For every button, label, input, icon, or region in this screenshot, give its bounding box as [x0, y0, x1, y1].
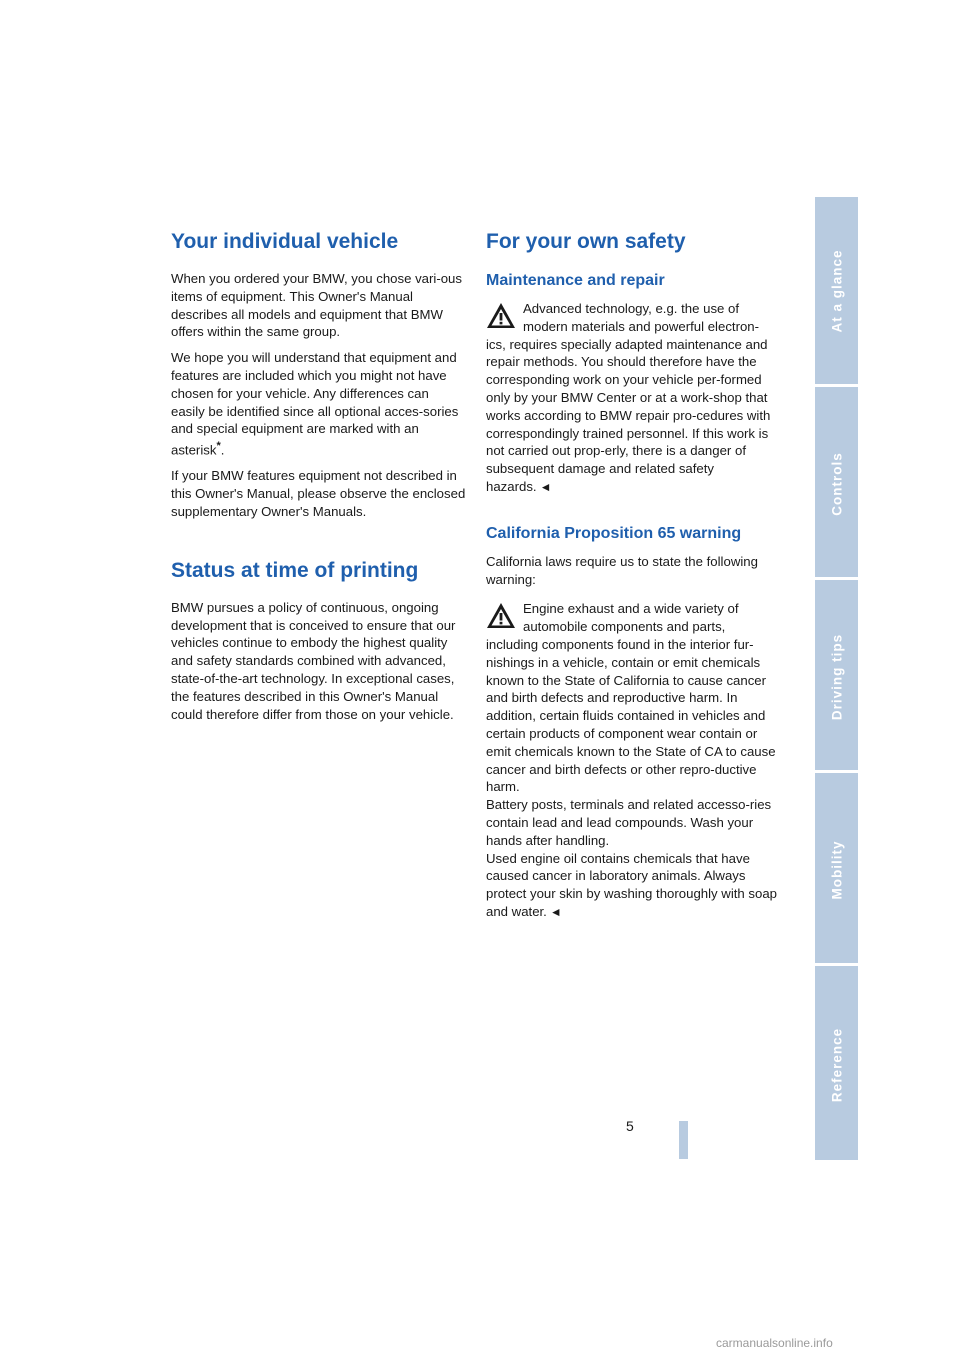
end-mark-icon: ◄: [549, 904, 562, 919]
section-title-individual-vehicle: Your individual vehicle: [171, 230, 399, 253]
warning-block-california: [486, 600, 780, 921]
paragraph: When you ordered your BMW, you chose vari-ous items of equipment. This Owner's Manual describes all models and equipment that BMW offers within the same group.: [171, 271, 462, 340]
end-mark-icon: ◄: [539, 479, 552, 494]
watermark[interactable]: carmanualsonline.info: [716, 1336, 833, 1350]
warning-icon: [486, 602, 516, 629]
warning-block-maintenance: [486, 300, 780, 497]
paragraph: California laws require us to state the following warning:: [486, 553, 758, 587]
page-number-bar: [679, 1121, 688, 1159]
tab-at-a-glance[interactable]: [815, 197, 858, 387]
tab-label: Mobility: [829, 840, 844, 899]
warning-text-first: Engine exhaust and a wide variety of automobile components and parts,: [523, 601, 739, 635]
subsection-title-california: California Proposition 65 warning: [486, 524, 742, 542]
left-column: [171, 228, 466, 731]
tab-mobility[interactable]: [815, 776, 858, 966]
section-title-safety: For your own safety: [486, 230, 686, 253]
tab-reference[interactable]: [815, 969, 858, 1160]
right-column: [486, 228, 780, 930]
warning-text-first: Advanced technology, e.g. the use of modern materials and powerful electron-: [523, 301, 760, 334]
tab-label: Reference: [829, 1027, 844, 1102]
paragraph: We hope you will understand that equipment and features are included which you might not have chosen for your vehicle. Any differences can easily be identified since all optional acces-sories and special equipment are marked with an asterisk*.: [171, 350, 459, 458]
warning-text: ics, requires specially adapted maintenance and repair methods. You should therefore have the corresponding work on your vehicle per-formed only by your BMW Center or at a work-shop that works according to BMW repair pro-cedures with correspondingly trained personnel. If this work is not carried out prop-erly, there is a danger of subsequent damage and related safety hazards. ◄: [486, 336, 771, 494]
tab-label: Controls: [829, 451, 844, 516]
warning-text: Battery posts, terminals and related accesso-ries contain lead and lead compounds. Wash your hands after handling.: [486, 797, 772, 848]
tab-driving-tips[interactable]: [815, 583, 858, 773]
chapter-tab-bar: [815, 197, 858, 1160]
paragraph: If your BMW features equipment not described in this Owner's Manual, please observe the enclosed supplementary Owner's Manuals.: [171, 468, 466, 519]
tab-controls[interactable]: [815, 390, 858, 580]
tab-label: At a glance: [829, 248, 844, 333]
subsection-title-maintenance: Maintenance and repair: [486, 272, 665, 289]
page-number: 5: [626, 1118, 634, 1134]
asterisk-icon: *: [216, 440, 221, 453]
paragraph: BMW pursues a policy of continuous, ongoing development that is conceived to ensure that our vehicles continue to embody the highest quality and safety standards combined with advanced, state-of-the-art technology. In exceptional cases, the features described in this Owner's Manual could therefore differ from those on your vehicle.: [171, 599, 456, 722]
warning-text: Used engine oil contains chemicals that have caused cancer in laboratory animals. Always protect your skin by washing thoroughly with soap and water. ◄: [486, 850, 778, 919]
warning-icon: [486, 302, 516, 329]
warning-text: including components found in the interior fur-nishings in a vehicle, contain or emit chemicals known to the State of California to cause cancer and birth defects and reproductive harm. In addition, certain fluids contained in vehicles and certain products of component wear contain or emit chemicals known to the State of CA to cause cancer and birth defects or other repro-ductive harm.: [486, 636, 776, 795]
section-title-status: Status at time of printing: [171, 558, 419, 582]
tab-label: Driving tips: [829, 633, 844, 720]
